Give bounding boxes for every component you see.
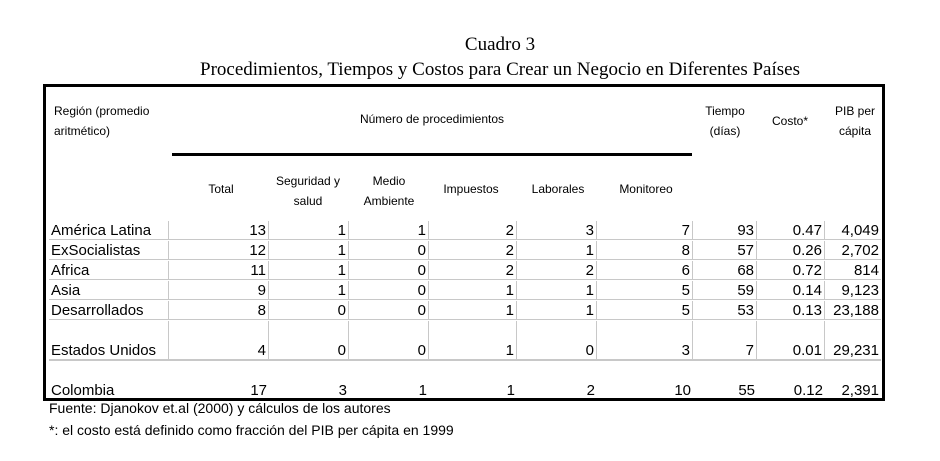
cell-region: Estados Unidos <box>49 341 169 360</box>
cell-total: 17 <box>250 382 267 399</box>
cell-region: Colombia <box>51 382 115 399</box>
cell-cost: 0.01 <box>757 341 825 360</box>
header-rule <box>172 153 692 156</box>
cell-cost: 0.72 <box>757 261 825 280</box>
cell-labor: 2 <box>586 382 595 399</box>
header-time: Tiempo (días) <box>705 104 745 138</box>
cell-cost: 0.26 <box>757 241 825 260</box>
cell-gdp: 2,702 <box>825 241 881 260</box>
cell-time: 55 <box>738 382 755 399</box>
cell-total: 4 <box>169 341 269 360</box>
header-procedures-group: Número de procedimientos <box>359 112 505 126</box>
cell-region: Africa <box>49 261 169 280</box>
cell-gdp: 9,123 <box>825 281 881 300</box>
header-gdp: PIB per cápita <box>834 104 876 138</box>
cell-time: 68 <box>693 261 757 280</box>
cell-monitoring: 10 <box>674 382 691 399</box>
cell-taxes: 1 <box>429 341 517 360</box>
cell-region: ExSocialistas <box>49 241 169 260</box>
data-table <box>43 84 885 401</box>
cell-security: 1 <box>269 241 349 260</box>
cell-cost: 0.47 <box>757 221 825 240</box>
cell-time: 59 <box>693 281 757 300</box>
cell-taxes: 2 <box>429 241 517 260</box>
cell-total: 8 <box>169 301 269 320</box>
cell-gdp: 29,231 <box>825 341 881 360</box>
cell-monitoring: 5 <box>597 301 693 320</box>
cell-security: 0 <box>269 301 349 320</box>
cell-total: 13 <box>169 221 269 240</box>
source-footnote: Fuente: Djanokov et.al (2000) y cálculos de los autores <box>49 400 391 416</box>
header-environment: Medio Ambiente <box>363 174 415 208</box>
cell-gdp: 23,188 <box>825 301 881 320</box>
cell-environment: 1 <box>418 382 427 399</box>
cell-environment: 0 <box>349 301 429 320</box>
header-taxes: Impuestos <box>443 182 499 196</box>
cell-total: 9 <box>169 281 269 300</box>
cell-time: 57 <box>693 241 757 260</box>
cell-labor: 0 <box>517 341 597 360</box>
cell-taxes: 1 <box>429 301 517 320</box>
cell-monitoring: 5 <box>597 281 693 300</box>
header-cost: Costo* <box>771 114 809 128</box>
cell-labor: 2 <box>517 261 597 280</box>
header-region: Región (promedio aritmético) <box>54 104 150 138</box>
table-caption-title: Procedimientos, Tiempos y Costos para Crear un Negocio en Diferentes Países <box>200 59 800 80</box>
cell-monitoring: 7 <box>597 221 693 240</box>
cell-time: 7 <box>693 341 757 360</box>
cell-security: 0 <box>269 341 349 360</box>
header-monitoring: Monitoreo <box>619 182 673 196</box>
table-caption-number: Cuadro 3 <box>464 34 536 55</box>
cell-gdp: 814 <box>825 261 881 280</box>
cost-footnote: *: el costo está definido como fracción del PIB per cápita en 1999 <box>49 422 454 438</box>
cell-security: 3 <box>338 382 347 399</box>
cell-cost: 0.13 <box>757 301 825 320</box>
header-labor: Laborales <box>531 182 585 196</box>
cell-cost: 0.12 <box>793 382 823 399</box>
cell-time: 53 <box>693 301 757 320</box>
cell-environment: 0 <box>349 261 429 280</box>
cell-cost: 0.14 <box>757 281 825 300</box>
cell-gdp: 4,049 <box>825 221 881 240</box>
cell-taxes: 1 <box>506 382 515 399</box>
cell-total: 12 <box>169 241 269 260</box>
cell-environment: 0 <box>349 281 429 300</box>
cell-environment: 1 <box>349 221 429 240</box>
cell-monitoring: 3 <box>597 341 693 360</box>
cell-monitoring: 6 <box>597 261 693 280</box>
cell-taxes: 2 <box>429 261 517 280</box>
cell-labor: 1 <box>517 241 597 260</box>
header-total: Total <box>208 182 234 196</box>
cell-labor: 3 <box>517 221 597 240</box>
cell-labor: 1 <box>517 281 597 300</box>
cell-security: 1 <box>269 221 349 240</box>
cell-total: 11 <box>169 261 269 280</box>
cell-region: Asia <box>49 281 169 300</box>
cell-monitoring: 8 <box>597 241 693 260</box>
cell-gdp: 2,391 <box>841 382 879 399</box>
cell-environment: 0 <box>349 241 429 260</box>
cell-labor: 1 <box>517 301 597 320</box>
cell-security: 1 <box>269 281 349 300</box>
cell-security: 1 <box>269 261 349 280</box>
cell-taxes: 2 <box>429 221 517 240</box>
cell-region: Desarrollados <box>49 301 169 320</box>
cell-environment: 0 <box>349 341 429 360</box>
cell-taxes: 1 <box>429 281 517 300</box>
cell-time: 93 <box>693 221 757 240</box>
cell-region: América Latina <box>49 221 169 240</box>
header-security: Seguridad y salud <box>275 174 341 208</box>
